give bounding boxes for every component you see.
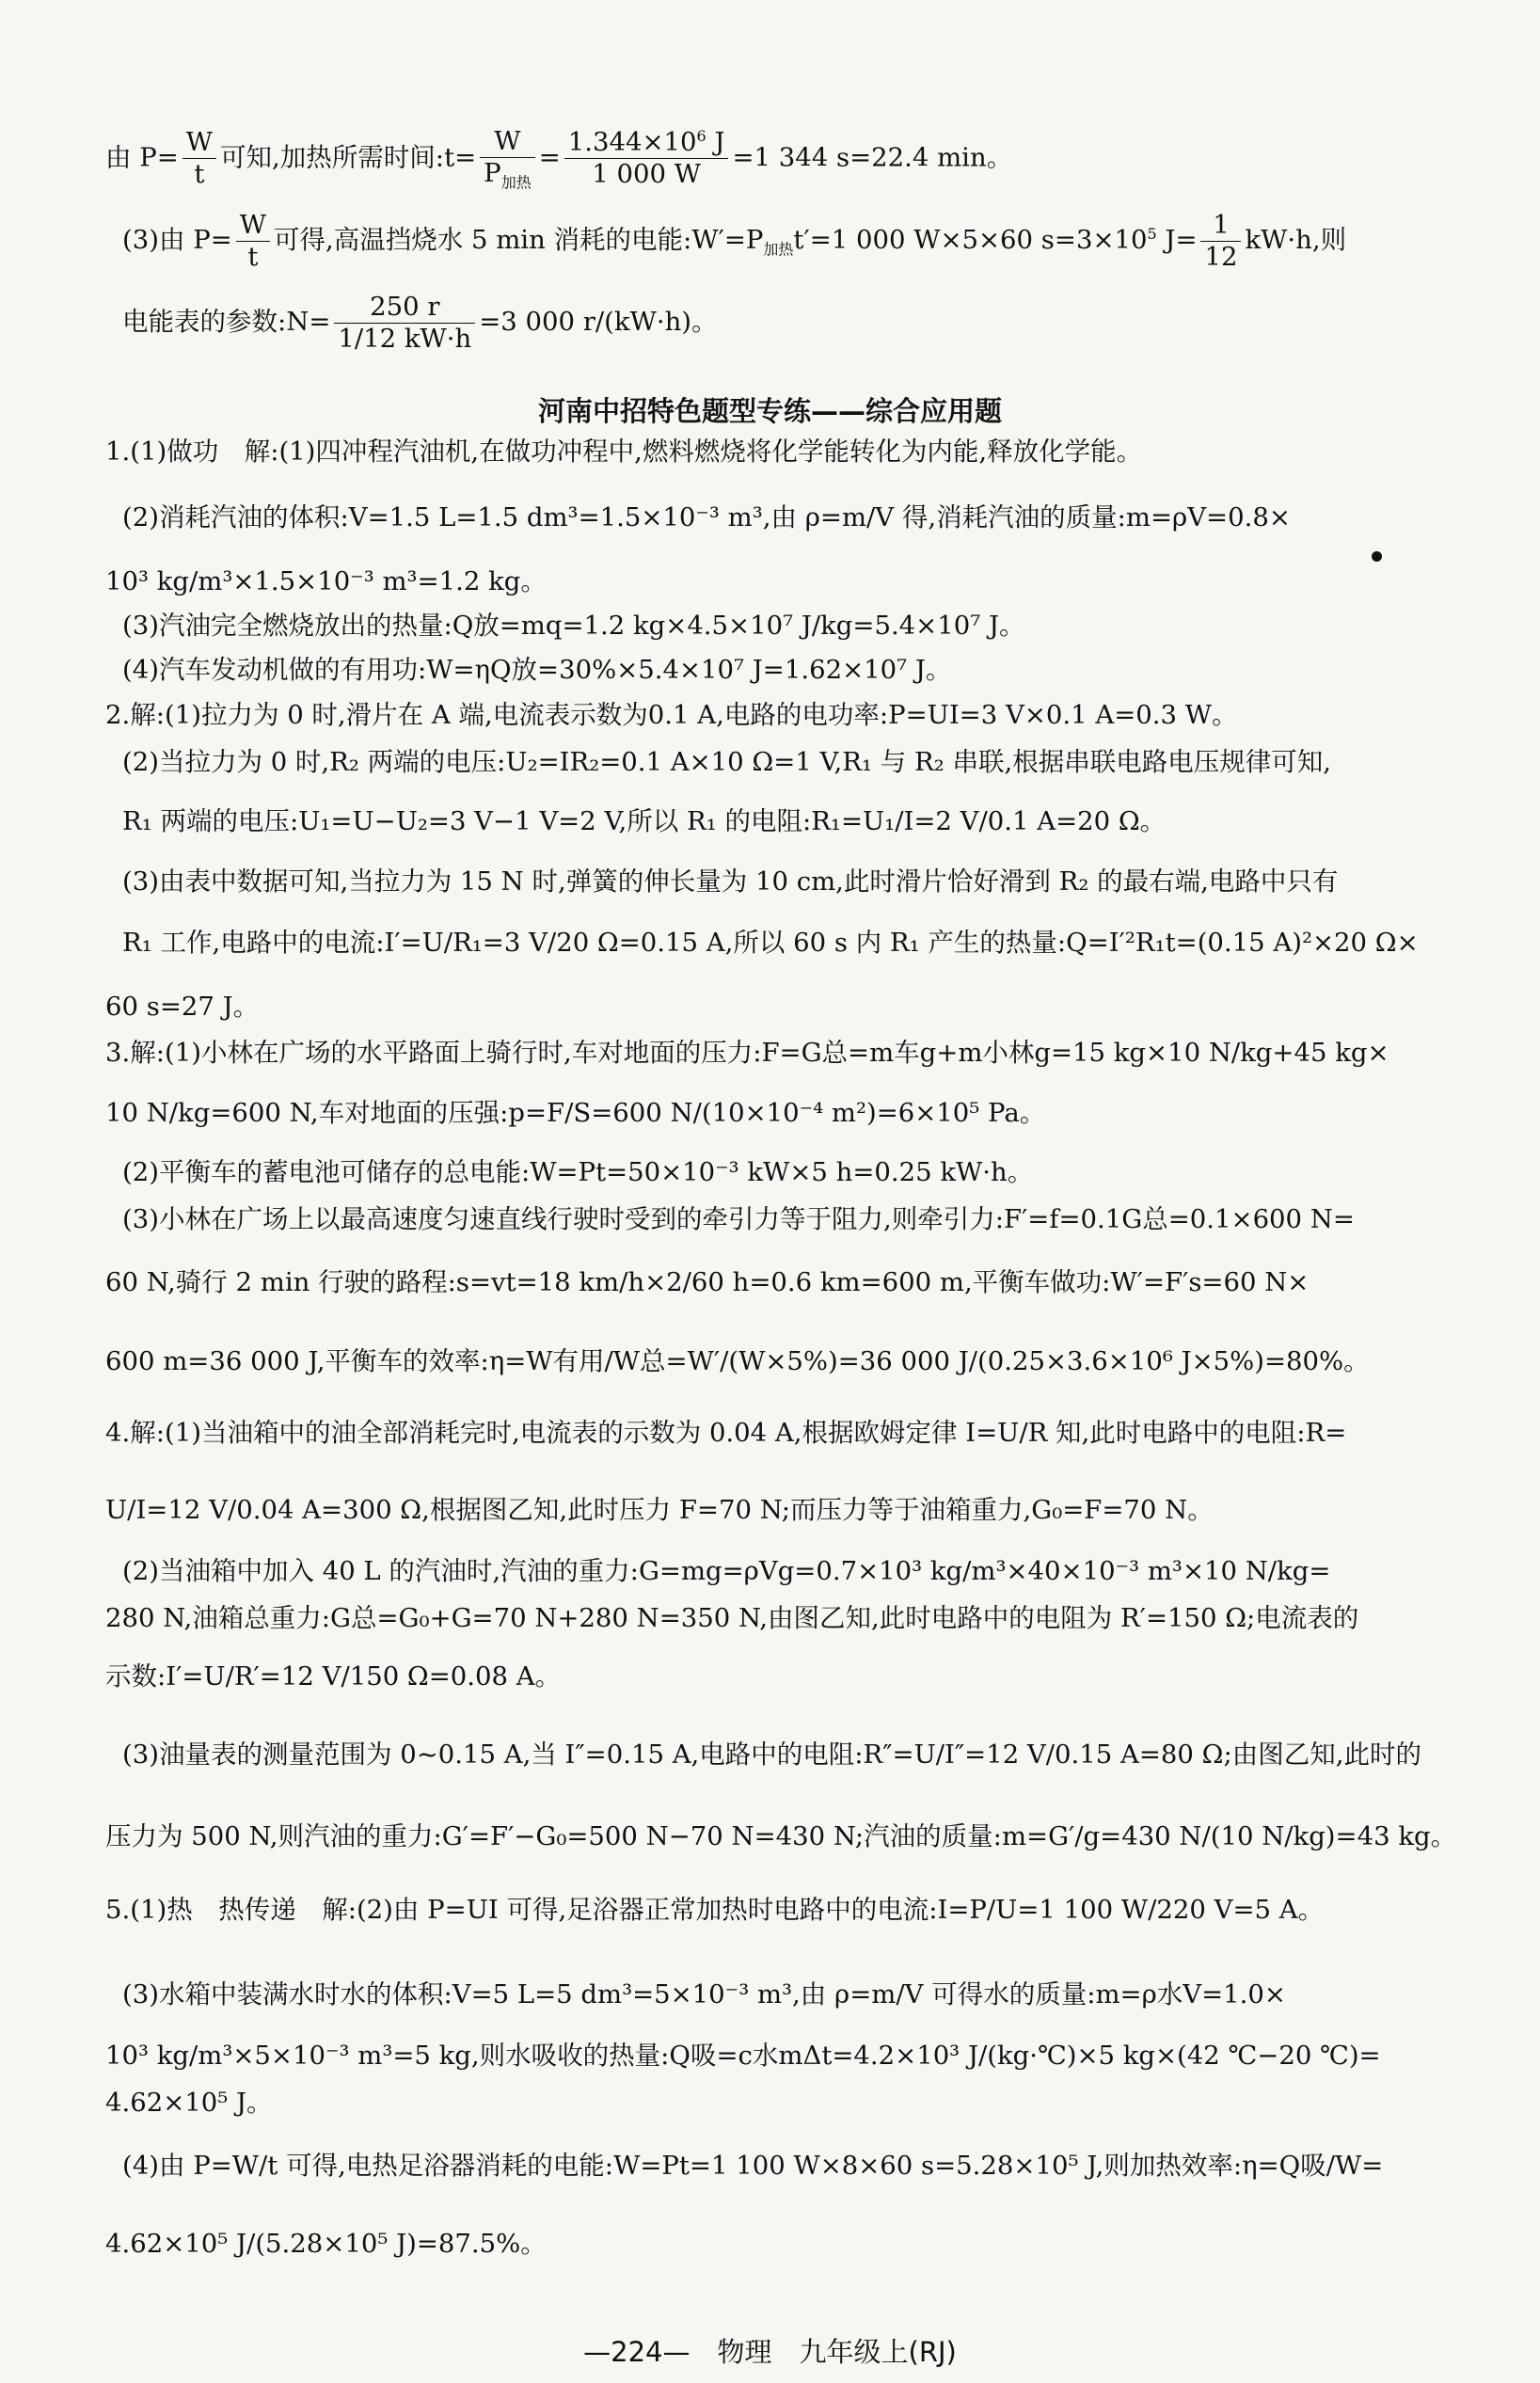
q3-line-1: 3.解:(1)小林在广场的水平路面上骑行时,车对地面的压力:F=G总=m车g+m小林g=15 kg×10 N/kg+45 kg× xyxy=(105,1038,1389,1068)
section-header: 河南中招特色题型专练——综合应用题 xyxy=(537,395,1002,427)
page-footer: —224— 物理 九年级上(RJ) xyxy=(583,2336,957,2368)
top-line-2: (3)由 P= $\frac{W}{t}$ 可得,高温挡烧水 5 min 消耗的电能$:W'=P_{加热}t'=1$ 000 W×5×60 $s=3\times 10^5$ J= $\frac{1}{12}$ kW·h,则 xyxy=(122,210,1347,272)
q2-line-2: (2)当拉力为 0 时,R₂ 两端的电压:U₂=IR₂=0.1 A×10 Ω=1 V,R₁ 与 R₂ 串联,根据串联电路电压规律可知, xyxy=(122,747,1331,777)
q4-line-5: 示数:I′=U/R′=12 V/150 Ω=0.08 A。 xyxy=(105,1661,562,1692)
q1-line-5: (4)汽车发动机做的有用功:W=ηQ放=30%×5.4×10⁷ J=1.62×10⁷ J。 xyxy=(122,655,952,685)
q4-line-3: (2)当油箱中加入 40 L 的汽油时,汽油的重力:G=mg=ρVg=0.7×10³ kg/m³×40×10⁻³ m³×10 N/kg= xyxy=(122,1556,1331,1586)
q2-line-3: R₁ 两端的电压:U₁=U−U₂=3 V−1 V=2 V,所以 R₁ 的电阻:R₁=U₁/I=2 V/0.1 A=20 Ω。 xyxy=(122,806,1167,836)
ink-dot xyxy=(1372,551,1382,562)
q2-line-5: R₁ 工作,电路中的电流:I′=U/R₁=3 V/20 Ω=0.15 A,所以 60 s 内 R₁ 产生的热量:Q=I′²R₁t=(0.15 A)²×20 Ω× xyxy=(122,928,1419,958)
q4-line-7: 压力为 500 N,则汽油的重力:G′=F′−G₀=500 N−70 N=430 N;汽油的质量:m=G′/g=430 N/(10 N/kg)=43 kg。 xyxy=(105,1821,1457,1851)
q3-line-6: 600 m=36 000 J,平衡车的效率:η=W有用/W总=W′/(W×5%)=36 000 J/(0.25×3.6×10⁶ J×5%)=80%。 xyxy=(105,1346,1370,1376)
q4-line-2: U/I=12 V/0.04 A=300 Ω,根据图乙知,此时压力 F=70 N;而压力等于油箱重力,G₀=F=70 N。 xyxy=(105,1495,1214,1525)
top-line-1: 由 P= $\frac{W}{t}$ 可知,加热所需时间:t= W $P_{加热}$ = $\frac{1.344\times 10^6 J}{1 000 W}$ =1 344 s=22.4 min。 xyxy=(105,126,1013,192)
q5-line-5: (4)由 P=W/t 可得,电热足浴器消耗的电能:W=Pt=1 100 W×8×60 s=5.28×10⁵ J,则加热效率:η=Q吸/W= xyxy=(122,2151,1384,2181)
q5-line-4: 4.62×10⁵ J。 xyxy=(105,2088,273,2118)
q5-line-3: 10³ kg/m³×5×10⁻³ m³=5 kg,则水吸收的热量:Q吸=c水mΔt=4.2×10³ J/(kg·℃)×5 kg×(42 ℃−20 ℃)= xyxy=(105,2041,1381,2071)
q1-line-2: (2)消耗汽油的体积:V=1.5 L=1.5 dm³=1.5×10⁻³ m³,由 ρ=m/V 得,消耗汽油的质量:m=ρV=0.8× xyxy=(122,502,1291,532)
q2-line-4: (3)由表中数据可知,当拉力为 15 N 时,弹簧的伸长量为 10 cm,此时滑片恰好滑到 R₂ 的最右端,电路中只有 xyxy=(122,866,1339,897)
q1-line-3: 10³ kg/m³×1.5×10⁻³ m³=1.2 kg。 xyxy=(105,566,547,596)
q5-line-2: (3)水箱中装满水时水的体积:V=5 L=5 dm³=5×10⁻³ m³,由 ρ=m/V 可得水的质量:m=ρ水V=1.0× xyxy=(122,1979,1286,2010)
q3-line-2: 10 N/kg=600 N,车对地面的压强:p=F/S=600 N/(10×10⁻⁴ m²)=6×10⁵ Pa。 xyxy=(105,1098,1046,1128)
q2-line-1: 2.解:(1)拉力为 0 时,滑片在 A 端,电流表示数为0.1 A,电路的电功率:P=UI=3 V×0.1 A=0.3 W。 xyxy=(105,700,1238,730)
q4-line-6: (3)油量表的测量范围为 0~0.15 A,当 I″=0.15 A,电路中的电阻:R″=U/I″=12 V/0.15 A=80 Ω;由图乙知,此时的 xyxy=(122,1740,1421,1770)
q4-line-1: 4.解:(1)当油箱中的油全部消耗完时,电流表的示数为 0.04 A,根据欧姆定律 I=U/R 知,此时电路中的电阻:R= xyxy=(105,1418,1347,1448)
q3-line-3: (2)平衡车的蓄电池可储存的总电能:W=Pt=50×10⁻³ kW×5 h=0.25 kW·h。 xyxy=(122,1157,1034,1187)
q3-line-4: (3)小林在广场上以最高速度匀速直线行驶时受到的牵引力等于阻力,则牵引力:F′=f=0.1G总=0.1×600 N= xyxy=(122,1204,1355,1234)
q3-line-5: 60 N,骑行 2 min 行驶的路程:s=vt=18 km/h×2/60 h=0.6 km=600 m,平衡车做功:W′=F′s=60 N× xyxy=(105,1267,1310,1297)
top-line-3: 电能表的参数:N= $\frac{250 r}{1/12 kW\cdot h}$ =3 000 r/(kW·h)。 xyxy=(122,292,718,354)
q5-line-1: 5.(1)热 热传递 解:(2)由 P=UI 可得,足浴器正常加热时电路中的电流:I=P/U=1 100 W/220 V=5 A。 xyxy=(105,1895,1325,1925)
q1-line-4: (3)汽油完全燃烧放出的热量:Q放=mq=1.2 kg×4.5×10⁷ J/kg=5.4×10⁷ J。 xyxy=(122,611,1025,641)
q1-line-1: 1.(1)做功 解:(1)四冲程汽油机,在做功冲程中,燃料燃烧将化学能转化为内能,释放化学能。 xyxy=(105,437,1143,467)
q4-line-4: 280 N,油箱总重力:G总=G₀+G=70 N+280 N=350 N,由图乙知,此时电路中的电阻为 R′=150 Ω;电流表的 xyxy=(105,1603,1359,1633)
q5-line-6: 4.62×10⁵ J/(5.28×10⁵ J)=87.5%。 xyxy=(105,2229,547,2259)
q2-line-6: 60 s=27 J。 xyxy=(105,992,260,1022)
